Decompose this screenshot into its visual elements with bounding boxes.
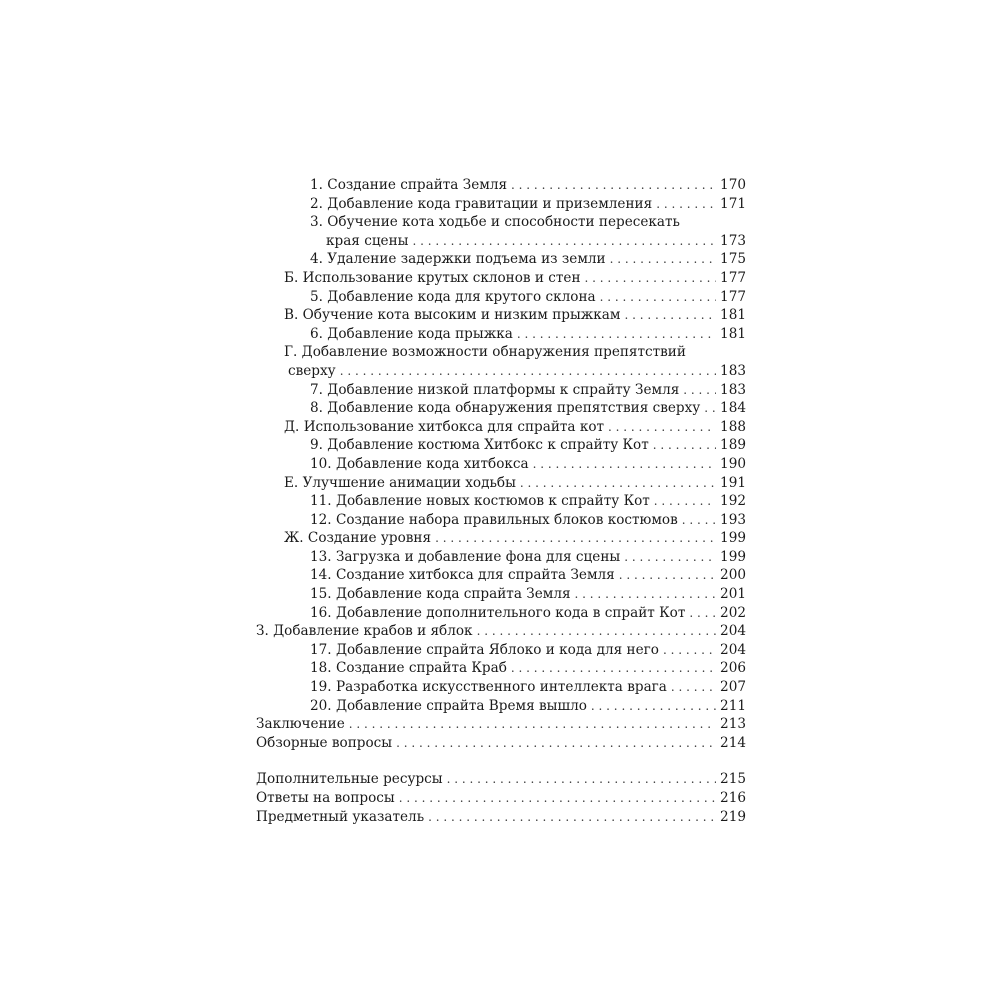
toc-entry-title: 2. Добавление кода гравитации и приземления — [310, 195, 656, 214]
toc-entry-title: 19. Разработка искусственного интеллекта врага — [310, 678, 671, 697]
toc-leader-dots — [399, 789, 716, 808]
toc-entry-title: Ответы на вопросы — [256, 789, 399, 808]
toc-entry-page: 184 — [716, 399, 746, 418]
toc-entry-title: 6. Добавление кода прыжка — [310, 325, 517, 344]
toc-leader-dots — [624, 306, 716, 325]
toc-entry-title: В. Обучение кота высоким и низким прыжкам — [284, 306, 624, 325]
toc-leader-dots — [511, 659, 716, 678]
toc-entry-page: 190 — [716, 455, 746, 474]
toc-leader-dots — [533, 455, 716, 474]
toc-leader-dots — [689, 604, 716, 623]
toc-entry-page: 177 — [716, 269, 746, 288]
toc-leader-dots — [654, 492, 716, 511]
toc-entry-title: Обзорные вопросы — [256, 734, 396, 753]
table-of-contents — [256, 176, 746, 826]
toc-entry-title: З. Добавление крабов и яблок — [256, 622, 477, 641]
toc-leader-dots — [435, 529, 716, 548]
toc-entry-title: 10. Добавление кода хитбокса — [310, 455, 533, 474]
toc-entry-page: 207 — [716, 678, 746, 697]
toc-entry[interactable] — [256, 585, 746, 604]
toc-entry-title: 14. Создание хитбокса для спрайта Земля — [310, 566, 619, 585]
toc-leader-dots — [477, 622, 716, 641]
toc-leader-dots — [608, 418, 716, 437]
toc-entry-title: 4. Удаление задержки подъема из земли — [310, 250, 610, 269]
toc-entry-page: 170 — [716, 176, 746, 195]
toc-entry[interactable] — [256, 678, 746, 697]
toc-entry[interactable] — [256, 697, 746, 716]
toc-section[interactable] — [256, 418, 746, 437]
toc-entry-page: 202 — [716, 604, 746, 623]
toc-leader-dots — [610, 250, 716, 269]
toc-section[interactable] — [256, 529, 746, 548]
toc-entry[interactable] — [256, 399, 746, 418]
toc-entry-page: 192 — [716, 492, 746, 511]
toc-entry-title: сверху — [288, 362, 340, 381]
toc-entry[interactable] — [256, 176, 746, 195]
toc-entry-title: 9. Добавление костюма Хитбокс к спрайту Кот — [310, 436, 653, 455]
toc-entry-page: 211 — [716, 697, 746, 716]
toc-entry-title: Б. Использование крутых склонов и стен — [284, 269, 585, 288]
toc-entry-title: 11. Добавление новых костюмов к спрайту Кот — [310, 492, 654, 511]
toc-leader-dots — [340, 362, 716, 381]
toc-leader-dots — [428, 808, 716, 827]
toc-leader-dots — [585, 269, 716, 288]
toc-leader-dots — [624, 548, 716, 567]
toc-section[interactable] — [256, 269, 746, 288]
toc-entry-title: Заключение — [256, 715, 349, 734]
toc-entry[interactable] — [256, 641, 746, 660]
toc-entry-title: 13. Загрузка и добавление фона для сцены — [310, 548, 624, 567]
section-spacer — [256, 752, 746, 770]
toc-entry[interactable] — [256, 436, 746, 455]
toc-entry-title: 5. Добавление кода для крутого склона — [310, 288, 600, 307]
toc-leader-dots — [396, 734, 716, 753]
toc-entry-page: 204 — [716, 641, 746, 660]
toc-entry-title: Ж. Создание уровня — [284, 529, 435, 548]
toc-leader-dots — [619, 566, 716, 585]
toc-entry-continuation[interactable] — [256, 232, 746, 251]
toc-entry-page: 214 — [716, 734, 746, 753]
toc-entry[interactable] — [256, 288, 746, 307]
toc-entry-page: 213 — [716, 715, 746, 734]
toc-section[interactable] — [256, 715, 746, 734]
toc-entry-page: 199 — [716, 529, 746, 548]
toc-entry-title: Е. Улучшение анимации ходьбы — [284, 474, 520, 493]
toc-back-matter[interactable] — [256, 808, 746, 827]
toc-entry-page: 181 — [716, 325, 746, 344]
toc-leader-dots — [683, 381, 716, 400]
toc-entry[interactable] — [256, 604, 746, 623]
toc-entry-page: 183 — [716, 381, 746, 400]
toc-section[interactable] — [256, 734, 746, 753]
toc-entry-page: 206 — [716, 659, 746, 678]
toc-leader-dots — [600, 288, 716, 307]
toc-leader-dots — [575, 585, 716, 604]
toc-leader-dots — [653, 436, 716, 455]
toc-entry-title: Г. Добавление возможности обнаружения препятствий — [284, 343, 690, 362]
toc-entry-page: 191 — [716, 474, 746, 493]
toc-back-matter[interactable] — [256, 770, 746, 789]
toc-entry[interactable] — [256, 659, 746, 678]
toc-entry-page: 175 — [716, 250, 746, 269]
toc-section[interactable] — [256, 474, 746, 493]
toc-entry-page: 204 — [716, 622, 746, 641]
toc-entry-page: 173 — [716, 232, 746, 251]
toc-entry-page: 188 — [716, 418, 746, 437]
toc-leader-dots — [704, 399, 716, 418]
toc-leader-dots — [511, 176, 716, 195]
toc-entry[interactable] — [256, 511, 746, 530]
toc-entry-title: 1. Создание спрайта Земля — [310, 176, 511, 195]
toc-entry[interactable] — [256, 250, 746, 269]
toc-entry-continuation[interactable] — [256, 362, 746, 381]
toc-entry-page: 177 — [716, 288, 746, 307]
toc-leader-dots — [447, 770, 716, 789]
toc-leader-dots — [349, 715, 716, 734]
toc-entry[interactable] — [256, 381, 746, 400]
toc-entry-page: 219 — [716, 808, 746, 827]
toc-leader-dots — [682, 511, 716, 530]
toc-entry-title: 15. Добавление кода спрайта Земля — [310, 585, 575, 604]
toc-leader-dots — [517, 325, 716, 344]
toc-entry-page: 189 — [716, 436, 746, 455]
toc-entry-page: 171 — [716, 195, 746, 214]
toc-entry-page: 181 — [716, 306, 746, 325]
toc-entry-page: 200 — [716, 566, 746, 585]
toc-entry-page: 199 — [716, 548, 746, 567]
toc-leader-dots — [412, 232, 716, 251]
toc-entry-title: 7. Добавление низкой платформы к спрайту Земля — [310, 381, 683, 400]
toc-entry[interactable] — [256, 566, 746, 585]
toc-entry[interactable] — [256, 325, 746, 344]
toc-entry[interactable] — [256, 492, 746, 511]
toc-entry-title: края сцены — [326, 232, 412, 251]
toc-back-matter[interactable] — [256, 789, 746, 808]
toc-entry[interactable] — [256, 455, 746, 474]
toc-entry-title: 18. Создание спрайта Краб — [310, 659, 511, 678]
toc-entry-page: 201 — [716, 585, 746, 604]
toc-entry-page: 183 — [716, 362, 746, 381]
toc-entry-page: 193 — [716, 511, 746, 530]
toc-entry-title: 12. Создание набора правильных блоков костюмов — [310, 511, 682, 530]
toc-entry-title: Дополнительные ресурсы — [256, 770, 447, 789]
toc-entry-page: 215 — [716, 770, 746, 789]
toc-entry-title: 3. Обучение кота ходьбе и способности пересекать — [310, 213, 684, 232]
toc-entry-title: 16. Добавление дополнительного кода в спрайт Кот — [310, 604, 689, 623]
toc-section[interactable] — [256, 622, 746, 641]
toc-entry-title: Д. Использование хитбокса для спрайта кот — [284, 418, 608, 437]
toc-entry[interactable] — [256, 195, 746, 214]
toc-entry-title: 8. Добавление кода обнаружения препятствия сверху — [310, 399, 704, 418]
toc-leader-dots — [591, 697, 716, 716]
toc-entry-title: 17. Добавление спрайта Яблоко и кода для него — [310, 641, 663, 660]
toc-entry-title: 20. Добавление спрайта Время вышло — [310, 697, 591, 716]
toc-section[interactable] — [256, 343, 746, 362]
toc-entry[interactable] — [256, 213, 746, 232]
toc-leader-dots — [663, 641, 716, 660]
toc-entry-title: Предметный указатель — [256, 808, 428, 827]
toc-leader-dots — [520, 474, 716, 493]
toc-entry-page: 216 — [716, 789, 746, 808]
toc-leader-dots — [671, 678, 716, 697]
toc-leader-dots — [656, 195, 716, 214]
toc-section[interactable] — [256, 306, 746, 325]
toc-entry[interactable] — [256, 548, 746, 567]
